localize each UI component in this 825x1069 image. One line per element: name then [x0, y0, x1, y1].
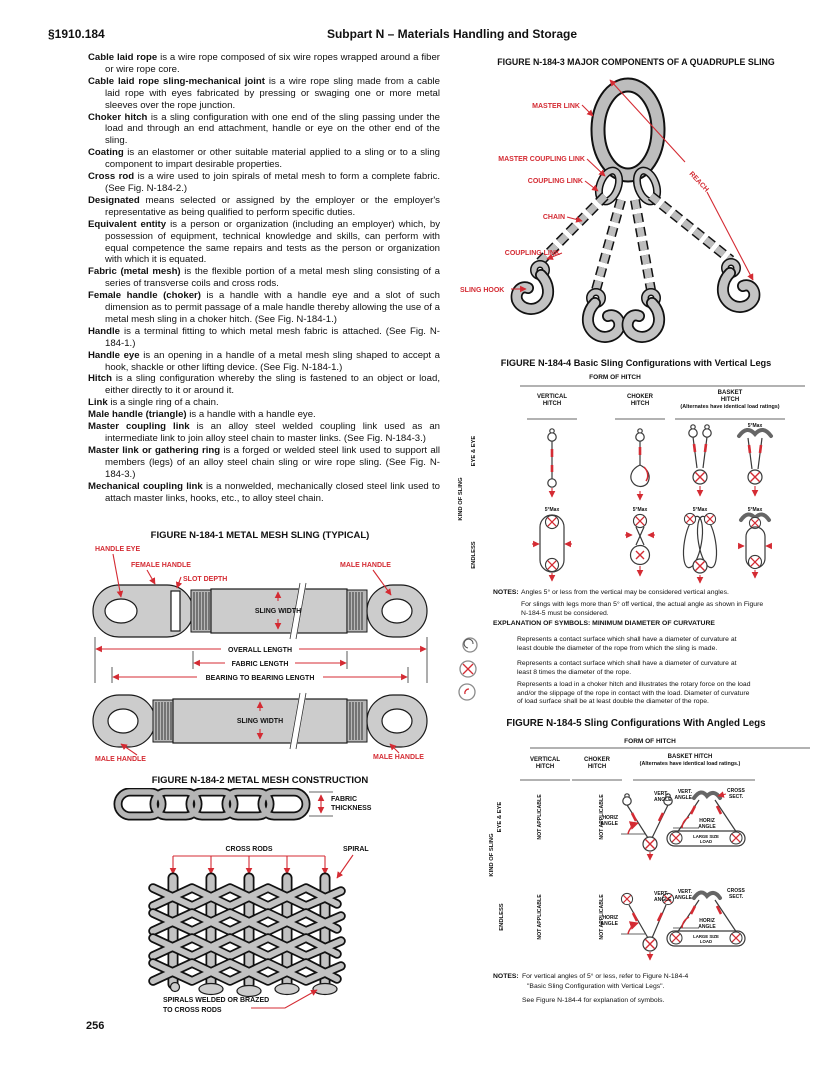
definition-item: [88, 350, 440, 374]
fig4-form-of-hitch: FORM OF HITCH: [589, 374, 641, 381]
definition-term: Handle: [88, 325, 120, 337]
definition-term: Master link or gathering ring: [88, 444, 221, 456]
vert-angle-label: VERT.: [677, 889, 692, 895]
fabric-thickness-label: THICKNESS: [331, 805, 372, 812]
master-link-label: MASTER LINK: [532, 103, 580, 110]
horiz-angle-label: HORIZ: [602, 815, 618, 821]
definition-term: Hitch: [88, 373, 112, 385]
definition-item: [88, 445, 440, 481]
vert-angle-label: ANGLE: [674, 795, 692, 801]
large-size-load-label: LOAD: [699, 939, 713, 944]
metal-mesh-construction-diagram: [85, 788, 435, 1028]
mesh-weave: [153, 878, 341, 997]
fig4-col-basket-hitch: [660, 390, 800, 410]
definition-term: Equivalent entity: [88, 218, 167, 230]
definition-term: Link: [88, 397, 108, 409]
definition-item: [88, 481, 440, 505]
definitions-list: [88, 52, 440, 504]
symbols-title: EXPLANATION OF SYMBOLS: MINIMUM DIAMETER OF CURVATURE: [493, 620, 715, 627]
spiral-label: SPIRAL: [343, 846, 369, 853]
vert-angle-label: ANGLE: [654, 897, 672, 903]
figure2-title: FIGURE N-184-2 METAL MESH CONSTRUCTION: [151, 775, 369, 786]
fig4-kind-of-sling: KIND OF SLING: [458, 477, 464, 521]
definition-term: Cable laid rope sling-mechanical joint: [88, 75, 265, 87]
vert-angle-label: ANGLE: [654, 797, 672, 803]
definition-text: is a sling configuration with one end of the sling passing under the load and through an end attachment, handle or eye on the other end of the sling.: [105, 111, 441, 147]
fig5-notes-label: NOTES:: [493, 973, 519, 980]
slot-depth-label: SLOT DEPTH: [183, 576, 228, 583]
definition-term: Fabric (metal mesh): [88, 266, 181, 278]
five-max-label: 5°Max: [747, 423, 763, 429]
figure3-title: FIGURE N-184-3 MAJOR COMPONENTS OF A QUADRUPLE SLING: [497, 57, 775, 67]
angled-legs-table-diagrams: [455, 734, 815, 974]
male-handle-label: MALE HANDLE: [340, 562, 391, 569]
sling-width-label: SLING WIDTH: [236, 718, 284, 725]
fabric-thickness-label: FABRIC: [331, 796, 358, 803]
fig4-note2: For slings with legs more than 5° off vertical, the actual angle as shown in Figure N-184-5 must be considered.: [521, 601, 764, 617]
fig4-col-vertical-hitch: VERTICAL HITCH: [537, 394, 567, 407]
not-applicable-label: NOT APPLICABLE: [537, 794, 543, 840]
page-title: Subpart N – Materials Handling and Storage: [326, 27, 578, 41]
definition-text: is a wire rope composed of six wire ropes wrapped around a fiber or wire rope core.: [105, 52, 441, 75]
large-size-load-label: LOAD: [699, 839, 713, 844]
definition-term: Male handle (triangle): [88, 409, 187, 421]
fig4-row-eye-eye: EYE & EYE: [471, 435, 477, 467]
cross-sect-label: CROSS: [727, 888, 745, 894]
definition-text: is an elastomer or other suitable material applied to a sling or to a sling component to impart desirable properties.: [105, 147, 440, 171]
definition-term: Handle eye: [88, 349, 140, 361]
symbol3-text: Represents a load in a choker hitch and illustrates the rotary force on the load and/or the slippage of the rope in contact with the load. Diameter of curvature of load surface shall be at least double the diameter of the rope.: [517, 681, 751, 706]
definition-item: [88, 290, 440, 326]
cross-sect-label: CROSS: [727, 788, 745, 794]
definition-text: is a handle with a handle eye.: [189, 409, 316, 421]
definition-term: Designated: [88, 194, 140, 206]
definition-term: Mechanical coupling link: [88, 480, 203, 492]
definition-text: is a single ring of a chain.: [110, 397, 219, 409]
coupling-link-label: COUPLING LINK: [504, 250, 560, 257]
vert-angle-label: VERT.: [677, 789, 692, 795]
definition-item: [88, 219, 440, 267]
definition-text: is a person or organization (including an employer) which, by possession of equipment, technical knowledge and skills, can perform with equal competence the same repairs and tests as the person or organization with which it is equated.: [105, 218, 440, 266]
spirals-welded-label: SPIRALS WELDED OR BRAZED: [163, 997, 270, 1004]
fig5-col-choker-hitch: CHOKER HITCH: [583, 757, 610, 770]
fig5-col-vertical-hitch: VERTICAL HITCH: [530, 757, 560, 770]
fig5-kind-of-sling: KIND OF SLING: [489, 833, 495, 877]
definition-text: is an opening in a handle of a metal mesh sling shaped to accept a hook, shackle or other lifting device. (See Fig. N-184-1.): [105, 349, 440, 373]
chain-label: CHAIN: [542, 214, 565, 221]
definition-item: [88, 266, 440, 290]
five-max-label: 5°Max: [544, 507, 560, 513]
figure5-title: FIGURE N-184-5 Sling Configurations With Angled Legs: [506, 718, 766, 729]
coupling-link-label: COUPLING LINK: [527, 178, 583, 185]
definition-text: is an alloy steel welded coupling link used as an intermediate link to join alloy steel chain to master links. (See Fig. N-184-3.): [105, 421, 440, 444]
fig5-note2: See Figure N-184-4 for explanation of symbols.: [522, 997, 665, 1004]
definition-item: [88, 373, 440, 397]
horiz-angle-label: ANGLE: [600, 921, 618, 927]
eight-times-diameter-symbol-icon: [458, 659, 478, 679]
master-link: [598, 85, 658, 175]
chain-links: [118, 792, 306, 816]
definition-term: Cable laid rope: [88, 52, 158, 63]
horiz-angle-label: HORIZ: [699, 818, 715, 824]
horiz-angle-label: HORIZ: [602, 915, 618, 921]
definition-text: means selected or assigned by the employer or the employer's representative as being qualified to perform specific duties.: [105, 194, 440, 218]
quadruple-sling-diagram: [455, 70, 815, 360]
double-diameter-symbol-icon: [460, 635, 480, 655]
horiz-angle-label: HORIZ: [699, 918, 715, 924]
symbol1-text: Represents a contact surface which shall have a diameter of curvature at least double the diameter of the rope from which the sling is made.: [517, 636, 737, 652]
figure4-title: FIGURE N-184-4 Basic Sling Configurations with Vertical Legs: [500, 358, 772, 368]
horiz-angle-label: ANGLE: [698, 824, 716, 830]
metal-mesh-sling-diagram: [85, 541, 435, 771]
basket-hitch-text: BASKET HITCH: [717, 390, 743, 403]
five-max-label: 5°Max: [632, 507, 648, 513]
definition-term: Choker hitch: [88, 111, 148, 123]
fabric-length-label: FABRIC LENGTH: [231, 661, 289, 668]
handle-eye-label: HANDLE EYE: [95, 546, 141, 553]
definition-item: [88, 52, 440, 76]
master-coupling-link-label: MASTER COUPLING LINK: [498, 156, 585, 163]
large-size-load-label: LARGE SIZE: [693, 934, 719, 939]
cross-rods-label: CROSS RODS: [225, 846, 273, 853]
fig5-row-eye-eye: EYE & EYE: [497, 801, 503, 833]
definition-item: [88, 409, 440, 421]
vert-angle-label: VERT.: [654, 791, 669, 797]
definition-item: [88, 171, 440, 195]
bearing-to-bearing-label: BEARING TO BEARING LENGTH: [205, 675, 315, 682]
not-applicable-label: NOT APPLICABLE: [537, 894, 543, 940]
fig5-note1b: "Basic Sling Configuration with Vertical Legs".: [527, 983, 665, 990]
definition-text: is a handle with a handle eye and a slot of such dimension as to permit passage of a male handle thereby allowing the use of a metal mesh sling in a choker hitch. (See Fig. N-184-1.): [105, 290, 440, 325]
definition-term: Cross rod: [88, 171, 135, 183]
definition-text: is the flexible portion of a metal mesh sling consisting of a series of transverse coils and cross rods.: [105, 266, 440, 290]
choker-load-symbol-icon: [457, 682, 477, 702]
basket-hitch-text: BASKET HITCH: [667, 754, 713, 760]
figure1-title: FIGURE N-184-1 METAL MESH SLING (TYPICAL): [150, 530, 370, 541]
fig5-row-endless: ENDLESS: [499, 903, 505, 931]
section-number: §1910.184: [48, 27, 105, 41]
fig5-col-basket-hitch: [630, 754, 750, 767]
cross-sect-label: SECT.: [729, 794, 744, 800]
definition-text: is a terminal fitting to which metal mesh fabric is attached. (See Fig. N-184-1.): [105, 325, 441, 349]
basket-hitch-note: (Alternates have identical load ratings): [680, 404, 780, 410]
definition-text: is a sling configuration whereby the sling is fastened to an object or load, either directly to it or around it.: [105, 373, 440, 397]
symbol2-text: Represents a contact surface which shall have a diameter of curvature at least 8 times the diameter of the rope.: [517, 660, 737, 676]
fig4-col-choker-hitch: CHOKER HITCH: [626, 394, 653, 407]
fig4-note1: Angles 5° or less from the vertical may be considered vertical angles.: [521, 589, 729, 596]
basket-hitch-note: (Alternates have identical load ratings.): [639, 761, 741, 767]
definition-item: [88, 421, 440, 445]
definition-item: [88, 397, 440, 409]
male-handle-label: MALE HANDLE: [95, 756, 146, 763]
vert-angle-label: ANGLE: [674, 895, 692, 901]
fig5-note1a: For vertical angles of 5° or less, refer to Figure N-184-4: [522, 973, 689, 980]
definition-item: [88, 195, 440, 219]
definition-item: [88, 112, 440, 148]
definition-text: is a wire rope sling made from a cable laid rope with eyes fabricated by pressing or swaging one or more metal sleeves over the rope junction.: [105, 75, 440, 111]
cross-sect-label: SECT.: [729, 894, 744, 900]
not-applicable-label: NOT APPLICABLE: [599, 794, 605, 840]
spirals-welded-label: TO CROSS RODS: [163, 1007, 222, 1014]
five-max-label: 5°Max: [692, 507, 708, 513]
five-max-label: 5°Max: [747, 507, 763, 513]
vert-angle-label: VERT.: [654, 891, 669, 897]
large-size-load-label: LARGE SIZE: [693, 834, 719, 839]
male-handle-label: MALE HANDLE: [373, 754, 424, 761]
definition-text: is a forged or welded steel link used to support all members (legs) of an alloy steel chain sling or wire rope sling. (See Fig. N-184-3.): [105, 444, 440, 480]
horiz-angle-label: ANGLE: [698, 924, 716, 930]
definition-text: is a nonwelded, mechanically closed steel link used to attach master links, hooks, etc., to alloy steel chain.: [105, 480, 441, 504]
overall-length-label: OVERALL LENGTH: [227, 647, 293, 654]
fig4-row-endless: ENDLESS: [471, 541, 477, 569]
reach-label: REACH: [687, 170, 710, 194]
chain-legs: [540, 196, 731, 290]
definition-text: is a wire used to join spirals of metal mesh to form a complete fabric. (See Fig. N-184-2.): [105, 171, 440, 194]
definition-term: Female handle (choker): [88, 290, 201, 302]
definition-item: [88, 147, 440, 171]
fig5-form-of-hitch: FORM OF HITCH: [624, 738, 676, 745]
sling-hook-label: SLING HOOK: [460, 287, 505, 294]
definition-item: [88, 76, 440, 112]
sling-hooks: [517, 262, 755, 337]
definition-term: Master coupling link: [88, 421, 190, 433]
horiz-angle-label: ANGLE: [600, 821, 618, 827]
definition-item: [88, 326, 440, 350]
female-handle-label: FEMALE HANDLE: [131, 562, 191, 569]
definition-term: Coating: [88, 147, 124, 159]
fig4-notes-label: NOTES:: [493, 589, 519, 596]
not-applicable-label: NOT APPLICABLE: [599, 894, 605, 940]
sling-width-label: SLING WIDTH: [254, 608, 302, 615]
page-number: 256: [86, 1020, 105, 1032]
